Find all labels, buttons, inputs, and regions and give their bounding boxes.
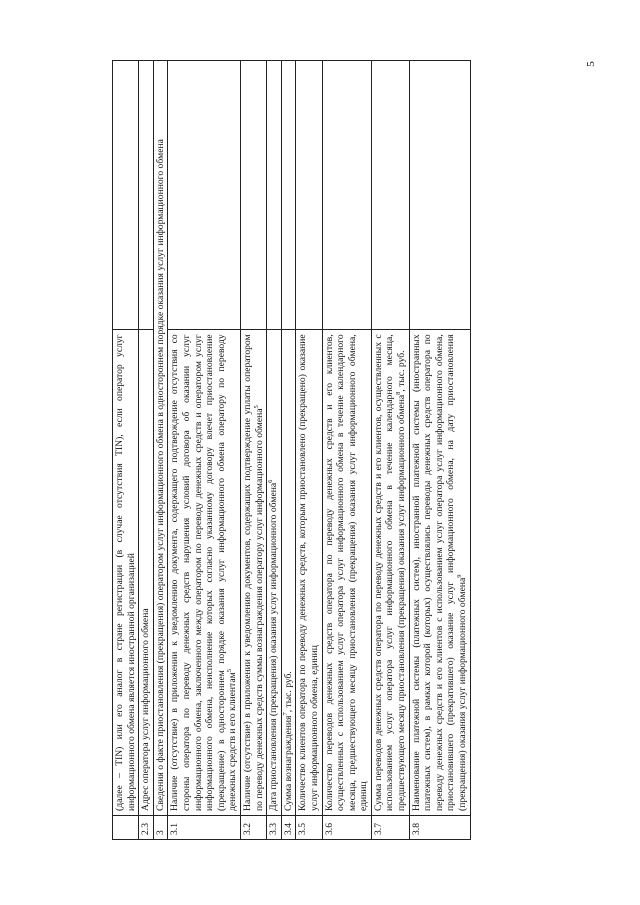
footnote-marker: 8: [394, 391, 402, 395]
table-row: [153, 61, 168, 840]
table-body: [113, 61, 471, 840]
page-number: 5: [584, 61, 597, 67]
row-description: [281, 330, 296, 816]
value-cell: [113, 61, 139, 330]
row-description: [240, 330, 266, 816]
value-cell: [139, 61, 154, 330]
row-number: 3.1: [168, 815, 241, 839]
row-text: Наличие (отсутствие) в приложении к уведомлению документа, содержащего подтверждение отсутствия со стороны оператора по переводу денежных средств нарушения условий договора об оказании услуг информационного обмена, заключенного между оператором по переводу денежных средств и оператором услуг информационного обмена, неисполнение которых согласно указанному договору влечет приостановление (прекращение) в одностороннем порядке оказания услуг информационного обмена оператору по переводу денежных средств и его клиентам: [169, 334, 239, 811]
table-row: [296, 61, 322, 840]
value-cell: [322, 61, 371, 330]
table-row: [409, 61, 470, 840]
row-description: [168, 330, 241, 816]
value-cell: [296, 61, 322, 330]
row-description: [113, 330, 139, 816]
value-cell: [267, 61, 282, 330]
row-number: 3.8: [409, 815, 470, 839]
row-text: Сумма переводов денежных средств оператора по переводу денежных средств и его клиентов, осуществленных с использованием услуг оператора услуг информационного обмена в течение календарного месяца, предшествующего месяцу приостановления (прекращения) оказания услуг информационного обмена: [372, 334, 408, 811]
value-cell: [168, 61, 241, 330]
row-text: Адрес оператора услуг информационного обмена: [140, 608, 152, 811]
row-text: Дата приостановления (прекращения) оказания услуг информационного обмена: [268, 482, 280, 811]
row-description: [409, 330, 470, 816]
table-row: [113, 61, 139, 840]
value-cell: [281, 61, 296, 330]
row-description: [267, 330, 282, 816]
table-row: [168, 61, 241, 840]
row-text: (далее – TIN) или его аналог в стране регистрации (в случае отсутствия TIN), если оператор услуг информационного обмена является иностранной организацией: [114, 334, 137, 811]
footnote-marker: 5: [252, 405, 260, 409]
row-text: Количество переводов денежных средств оператора по переводу денежных средств и его клиентов, осуществленных с использованием услуг оператора услуг информационного обмена в течение календарного месяца, предшествующего месяцу приостановления (прекращения) оказания услуг информационного обмена, единиц: [323, 334, 370, 811]
row-description: [296, 330, 322, 816]
row-number: 3: [153, 815, 168, 839]
row-number: 3.4: [281, 815, 296, 839]
row-number: [113, 815, 139, 839]
row-number: 3.3: [267, 815, 282, 839]
row-description: [322, 330, 371, 816]
value-cell: [371, 61, 409, 330]
footnote-marker: 7: [281, 712, 289, 716]
row-description: [371, 330, 409, 816]
footnote-marker: 9: [455, 574, 463, 578]
row-number: 3.2: [240, 815, 266, 839]
row-text-tail: , тыс. руб.: [396, 350, 408, 392]
row-text: Сумма вознаграждения: [282, 715, 294, 811]
rotated-page-content: [112, 60, 568, 840]
table-row: [371, 61, 409, 840]
row-text: Количество клиентов оператора по переводу денежных средств, которым приостановлено (прекращено) оказание услуг информационного обмена, единиц: [297, 334, 320, 811]
row-text: Наименование платежной системы (платежных систем), иностранной платежной системы (иностранных платежных систем), в рамках которой (которых) осуществлялись переводы денежных средств оператора по переводу денежных средств и его клиентов с использованием услуг оператора услуг информационного обмена, приостановившего (прекратившего) оказание услуг информационного обмена, на дату приостановления (прекращения) оказания услуг информационного обмена: [410, 334, 469, 811]
row-number: 3.7: [371, 815, 409, 839]
table-row: [139, 61, 154, 840]
table-row: [267, 61, 282, 840]
requisites-table: [112, 60, 471, 840]
footnote-marker: 5: [226, 669, 234, 673]
row-number: 2.3: [139, 815, 154, 839]
value-cell: [409, 61, 470, 330]
row-text: Наличие (отсутствие) в приложении к уведомлению документов, содержащих подтверждение уплаты оператором по переводу денежных средств суммы вознаграждения оператору услуг информационного обмена: [241, 334, 265, 811]
row-description: [139, 330, 154, 816]
row-number: 3.6: [322, 815, 371, 839]
table-row: [281, 61, 296, 840]
table-row: [322, 61, 371, 840]
value-cell: [240, 61, 266, 330]
row-description: [153, 61, 168, 816]
table-row: [240, 61, 266, 840]
row-text: Сведения о факте приостановления (прекращения) оператором услуг информационного обмена в одностороннем порядке оказания услуг информационного обмена: [154, 139, 166, 811]
footnote-marker: 6: [266, 479, 274, 483]
row-number: 3.5: [296, 815, 322, 839]
row-text-tail: , тыс. руб.: [282, 671, 294, 713]
